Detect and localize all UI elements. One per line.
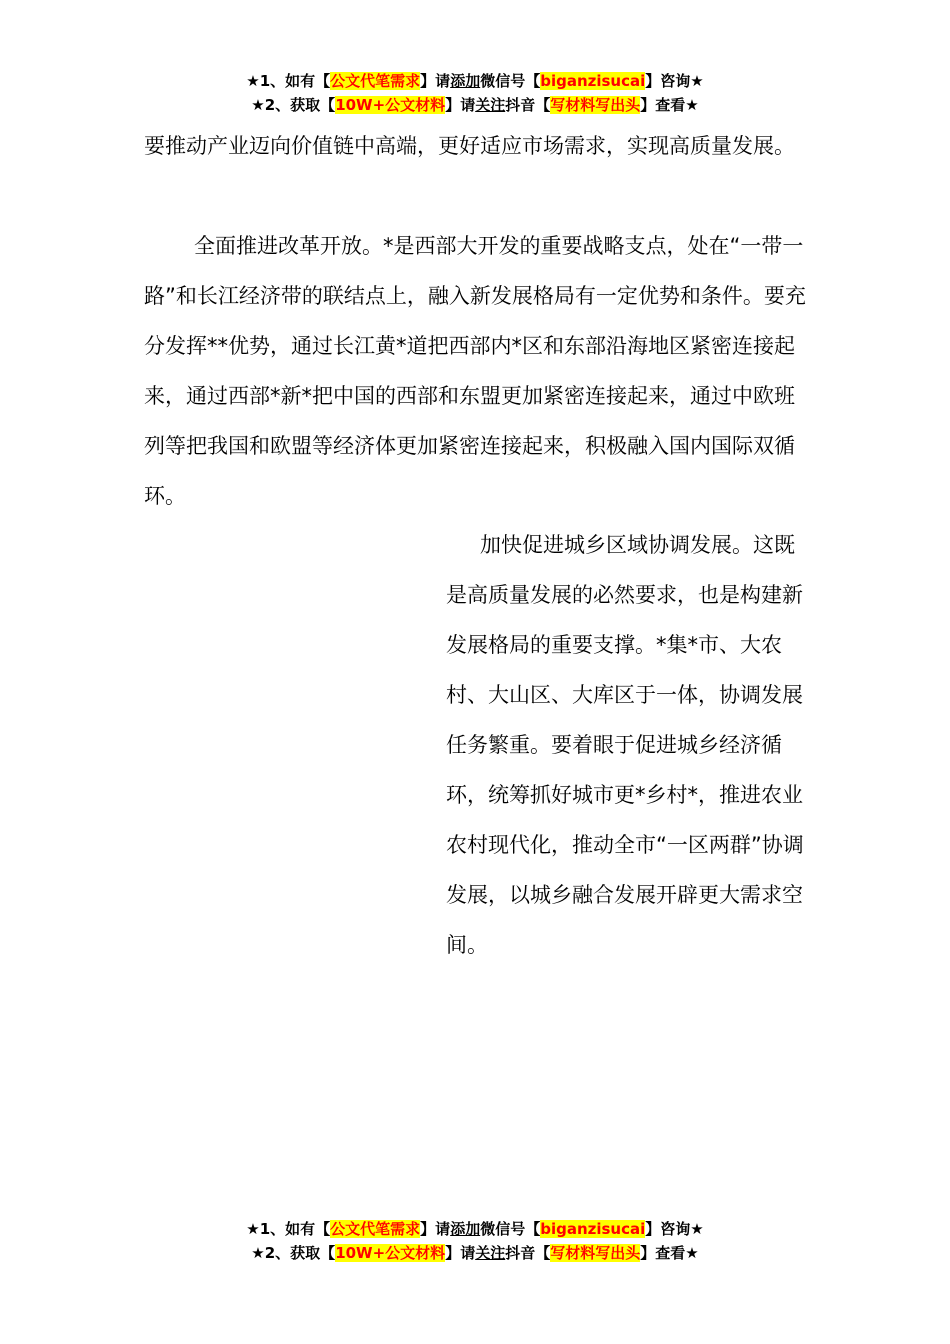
underlined-add: 添加 (450, 72, 481, 90)
highlight-materials: 10W+公文材料 (335, 96, 446, 114)
paragraph-urban-rural: 加快促进城乡区域协调发展。这既是高质量发展的必然要求，也是构建新发展格局的重要支撑。*集*市、大农村、大山区、大库区于一体，协调发展任务繁重。要着眼于促进城乡经济循环，统筹抓好城市更*乡村*，推进农业农村现代化，推动全市“一区两群”协调发展，以城乡融合发展开辟更大需求空间。 (446, 533, 804, 957)
banner-text: ★2、获取【 (251, 96, 336, 114)
banner-text: ★1、如有【 (246, 72, 331, 90)
header-banner (0, 69, 950, 117)
banner-text: 】查看★ (640, 1244, 699, 1262)
banner-text: 】请 (420, 1220, 451, 1238)
banner-text: 】咨询★ (645, 72, 704, 90)
banner-text: 微信号【 (480, 72, 541, 90)
banner-text: 】请 (445, 96, 476, 114)
banner-text: 抖音【 (505, 96, 551, 114)
underlined-follow: 关注 (475, 1244, 506, 1262)
highlight-douyin-account: 写材料写出头 (550, 1244, 641, 1262)
highlight-wechat-id: biganzisucai (540, 1220, 646, 1238)
banner-text: 】查看★ (640, 96, 699, 114)
highlight-materials: 10W+公文材料 (335, 1244, 446, 1262)
underlined-follow: 关注 (475, 96, 506, 114)
highlight-ghostwriting: 公文代笔需求 (330, 72, 421, 90)
banner-line-1 (0, 69, 950, 93)
banner-text: 】请 (420, 72, 451, 90)
banner-line-1 (0, 1217, 950, 1241)
banner-text: ★2、获取【 (251, 1244, 336, 1262)
banner-text: ★1、如有【 (246, 1220, 331, 1238)
banner-text: 】咨询★ (645, 1220, 704, 1238)
banner-line-2 (0, 93, 950, 117)
banner-text: 抖音【 (505, 1244, 551, 1262)
footer-banner (0, 1217, 950, 1265)
banner-text: 】请 (445, 1244, 476, 1262)
highlight-ghostwriting: 公文代笔需求 (330, 1220, 421, 1238)
highlight-wechat-id: biganzisucai (540, 72, 646, 90)
paragraph-continuation: 要推动产业迈向价值链中高端，更好适应市场需求，实现高质量发展。 (144, 134, 795, 158)
highlight-douyin-account: 写材料写出头 (550, 96, 641, 114)
banner-text: 微信号【 (480, 1220, 541, 1238)
banner-line-2 (0, 1241, 950, 1265)
paragraph-reform-opening: 全面推进改革开放。*是西部大开发的重要战略支点，处在“一带一路”和长江经济带的联结点上，融入新发展格局有一定优势和条件。要充分发挥**优势，通过长江黄*道把西部内*区和东部沿海地区紧密连接起来，通过西部*新*把中国的西部和东盟更加紧密连接起来，通过中欧班列等把我国和欧盟等经济体更加紧密连接起来，积极融入国内国际双循环。 (144, 234, 806, 508)
underlined-add: 添加 (450, 1220, 481, 1238)
